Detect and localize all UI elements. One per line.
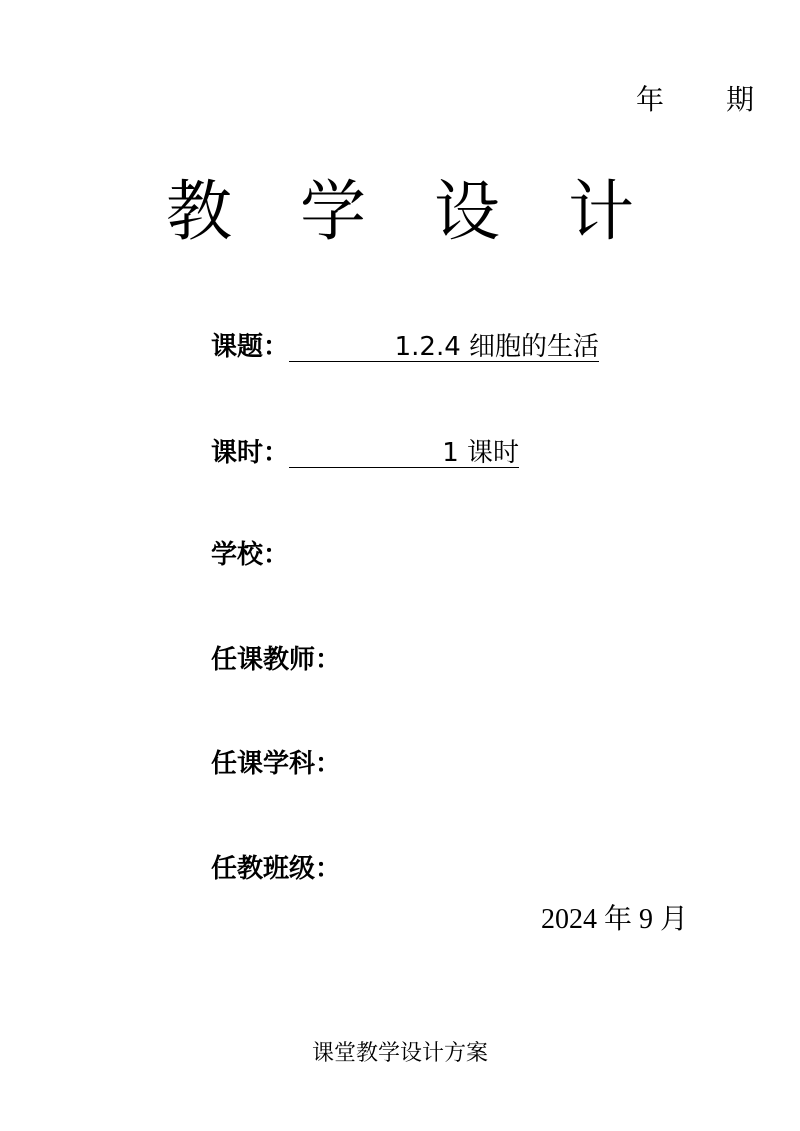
- class-label: 任教班级：: [211, 854, 342, 884]
- title-char-4: 计: [568, 173, 634, 250]
- title-char-3: 设: [434, 173, 500, 250]
- year-issue-header: [636, 78, 754, 118]
- page-title: [0, 172, 800, 252]
- class-field: [211, 852, 341, 886]
- subject-field: [211, 747, 341, 781]
- period-label: 课时：: [211, 438, 290, 468]
- title-char-1: 教: [166, 173, 232, 250]
- topic-field: [211, 330, 599, 364]
- title-char-2: 学: [300, 173, 366, 250]
- school-label: 学校：: [211, 540, 290, 570]
- topic-value: 1.2.4 细胞的生活: [289, 333, 599, 362]
- period-field: [211, 436, 519, 470]
- teacher-field: [211, 643, 341, 677]
- footer-title: 课堂教学设计方案: [311, 1041, 488, 1066]
- school-field: [211, 538, 289, 572]
- issue-label: 期: [725, 83, 754, 116]
- period-value: 1 课时: [289, 439, 519, 468]
- teacher-label: 任课教师：: [211, 645, 342, 675]
- subject-label: 任课学科：: [211, 749, 342, 779]
- topic-label: 课题：: [211, 332, 290, 362]
- document-date: 2024 年 9 月: [540, 904, 688, 935]
- year-label: 年: [635, 83, 664, 116]
